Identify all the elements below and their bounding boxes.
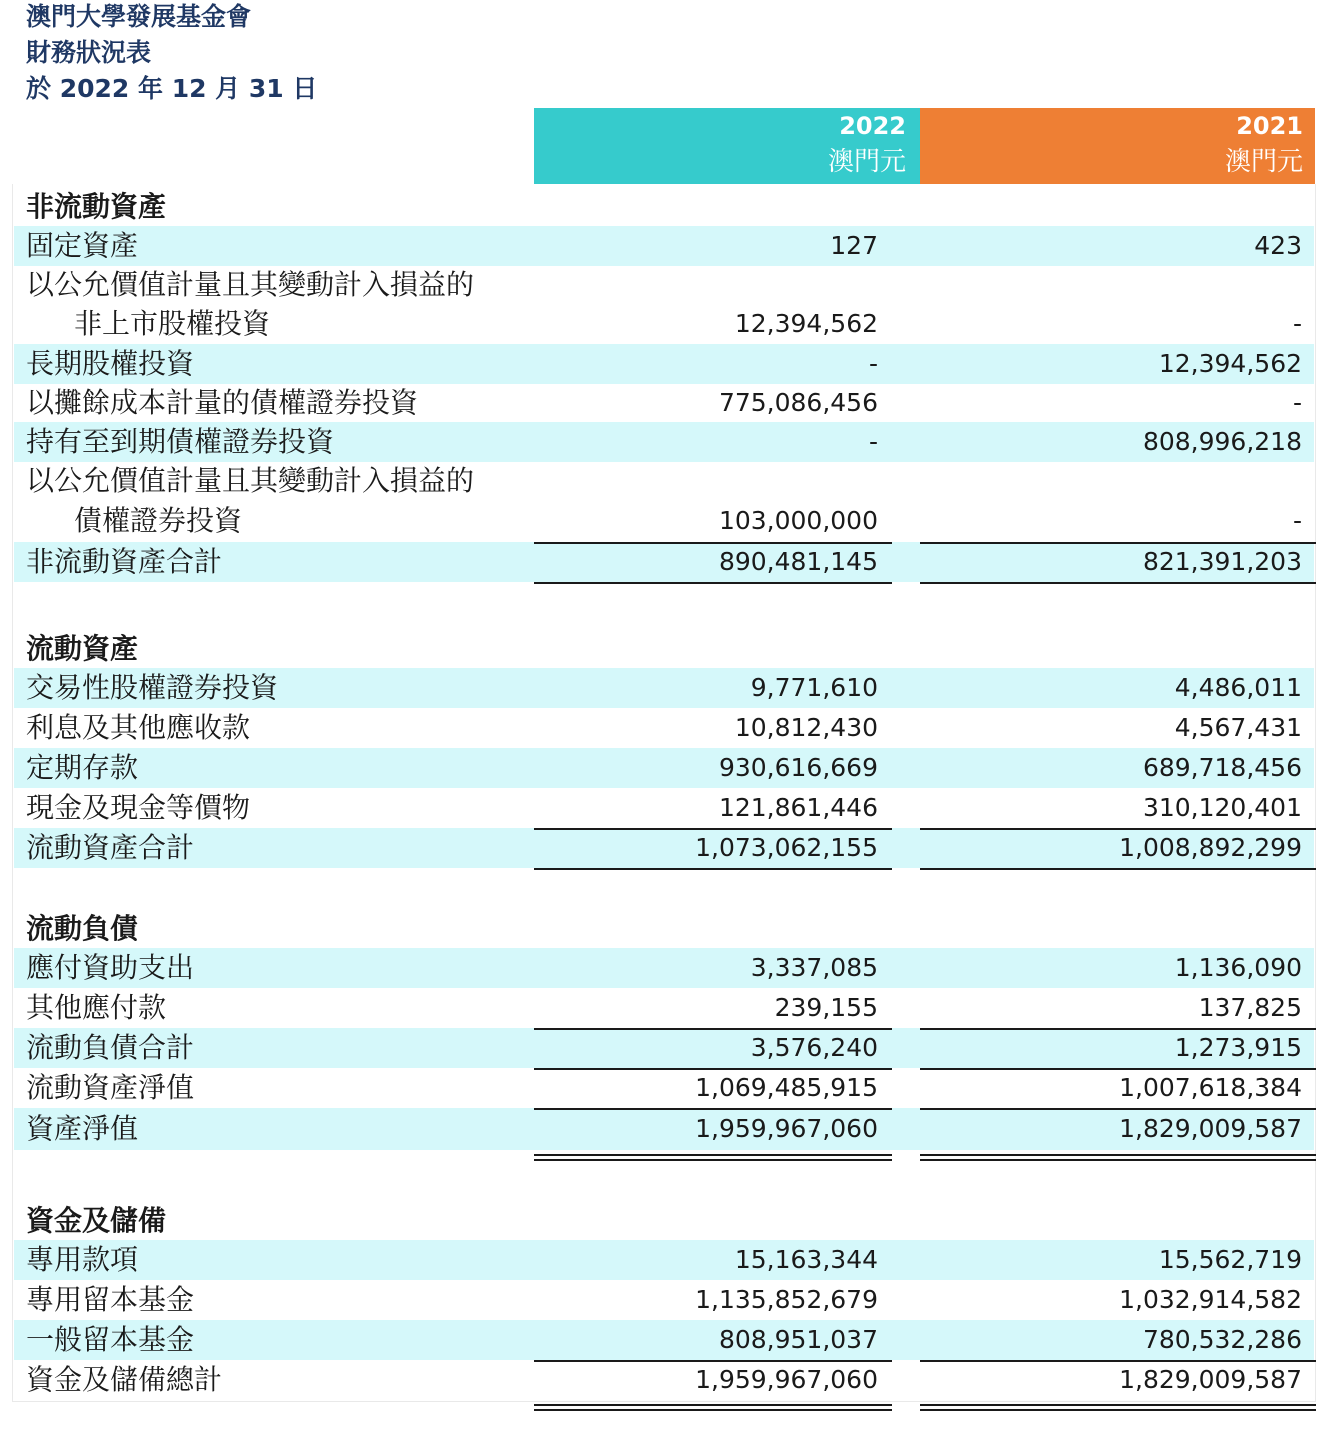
section-heading-row [14,910,1314,948]
section-heading-row [14,188,1314,226]
row-label: 專用留本基金 [26,1283,195,1316]
value-2021: 1,829,009,587 [1119,1114,1302,1143]
rule-line [920,828,1316,830]
value-2022: 3,337,085 [750,953,878,982]
column-year-2021: 2021 [1236,112,1303,140]
rule-line [920,1409,1316,1411]
value-2021: 780,532,286 [1142,1325,1302,1354]
table-row [14,422,1314,462]
value-2022: 10,812,430 [734,713,878,742]
rule-line [920,1154,1316,1156]
row-label: 持有至到期債權證券投資 [26,425,335,458]
table-row [14,1360,1314,1400]
row-label: 其他應付款 [26,991,167,1024]
value-2022: 930,616,669 [718,753,878,782]
table-row [14,344,1314,384]
row-label: 流動資產淨值 [26,1071,195,1104]
rule-line [534,828,892,830]
table-row [14,542,1314,582]
rule-line [920,868,1316,870]
table-row [14,226,1314,266]
rule-line [920,1108,1316,1110]
row-label: 非上市股權投資 [74,307,271,340]
table-row [14,708,1314,748]
rule-line [534,1360,892,1362]
value-2022: 9,771,610 [750,673,878,702]
rule-line [534,1068,892,1070]
section-heading-row [14,630,1314,668]
report-title: 澳門大學發展基金會 [26,2,252,31]
rule-line [534,1108,892,1110]
table-row [14,948,1314,988]
value-2021: 1,032,914,582 [1119,1285,1302,1314]
row-label: 固定資產 [26,229,139,262]
row-label: 債權證券投資 [74,504,243,537]
value-2022: 808,951,037 [718,1325,878,1354]
table-row [14,828,1314,868]
rule-line [920,1360,1316,1362]
table-row [14,384,1314,422]
value-2022: 1,073,062,155 [695,833,878,862]
rule-line [534,1404,892,1406]
value-2022: 1,069,485,915 [695,1073,878,1102]
value-2021: 808,996,218 [1142,427,1302,456]
column-currency-2021: 澳門元 [1224,147,1303,177]
row-label: 一般留本基金 [26,1323,195,1356]
value-2021: 310,120,401 [1142,793,1302,822]
section-heading: 流動負債 [26,912,139,945]
table-row [14,500,1314,542]
value-2021: - [1292,506,1302,535]
value-2022: 121,861,446 [718,793,878,822]
row-label: 資金及儲備總計 [26,1363,223,1396]
column-year-2022: 2022 [839,112,906,140]
row-label: 以公允價值計量且其變動計入損益的 [26,464,475,497]
value-2021: 15,562,719 [1158,1245,1302,1274]
value-2021: 4,486,011 [1174,673,1302,702]
value-2021: 1,273,915 [1174,1033,1302,1062]
value-2021: 137,825 [1198,993,1302,1022]
table-row [14,1280,1314,1320]
table-row [14,988,1314,1028]
value-2022: 775,086,456 [718,388,878,417]
table-row [14,1028,1314,1068]
value-2022: 890,481,145 [718,547,878,576]
row-label: 以攤餘成本計量的債權證券投資 [26,386,419,419]
row-label: 非流動資產合計 [26,545,223,578]
value-2022: 3,576,240 [750,1033,878,1062]
value-2022: 15,163,344 [734,1245,878,1274]
value-2021: - [1292,388,1302,417]
rule-line [920,542,1316,544]
table-row [14,1108,1314,1150]
table-row [14,1240,1314,1280]
rule-line [534,1028,892,1030]
table-row [14,462,1314,500]
table-row [14,1068,1314,1108]
table-row [14,304,1314,344]
rule-line [920,1068,1316,1070]
rule-line [534,868,892,870]
report-subtitle: 財務狀況表 [26,38,152,67]
row-label: 利息及其他應收款 [26,711,251,744]
row-label: 定期存款 [26,751,139,784]
value-2021: - [1292,309,1302,338]
value-2022: 239,155 [774,993,878,1022]
rule-line [534,1154,892,1156]
table-row [14,668,1314,708]
rule-line [920,582,1316,584]
row-label: 現金及現金等價物 [26,791,251,824]
table-row [14,266,1314,304]
rule-line [534,542,892,544]
row-label: 流動負債合計 [26,1031,195,1064]
value-2021: 1,136,090 [1174,953,1302,982]
row-label: 專用款項 [26,1243,139,1276]
value-2021: 4,567,431 [1174,713,1302,742]
row-label: 長期股權投資 [26,347,195,380]
value-2022: - [868,427,878,456]
rule-line [920,1404,1316,1406]
value-2022: 127 [830,231,878,260]
column-currency-2022: 澳門元 [827,147,906,177]
row-label: 資產淨值 [26,1112,139,1145]
row-label: 以公允價值計量且其變動計入損益的 [26,268,475,301]
value-2021: 689,718,456 [1142,753,1302,782]
row-label: 交易性股權證券投資 [26,671,279,704]
section-heading: 流動資產 [26,632,139,665]
rule-line [920,1159,1316,1161]
rule-line [920,1028,1316,1030]
value-2021: 1,008,892,299 [1119,833,1302,862]
value-2021: 423 [1254,231,1302,260]
value-2022: - [868,349,878,378]
row-label: 應付資助支出 [26,951,195,984]
section-heading: 資金及儲備 [26,1204,167,1237]
value-2022: 103,000,000 [718,506,878,535]
report-date: 於 2022 年 12 月 31 日 [26,74,318,103]
rule-line [534,1159,892,1161]
rule-line [534,582,892,584]
value-2021: 821,391,203 [1142,547,1302,576]
value-2022: 12,394,562 [734,309,878,338]
table-row [14,748,1314,788]
rule-line [534,1409,892,1411]
table-row [14,1320,1314,1360]
value-2021: 12,394,562 [1158,349,1302,378]
section-heading: 非流動資產 [26,190,167,223]
value-2022: 1,135,852,679 [695,1285,878,1314]
section-heading-row [14,1202,1314,1240]
value-2022: 1,959,967,060 [695,1365,878,1394]
value-2021: 1,829,009,587 [1119,1365,1302,1394]
value-2021: 1,007,618,384 [1119,1073,1302,1102]
row-label: 流動資產合計 [26,831,195,864]
value-2022: 1,959,967,060 [695,1114,878,1143]
table-row [14,788,1314,828]
